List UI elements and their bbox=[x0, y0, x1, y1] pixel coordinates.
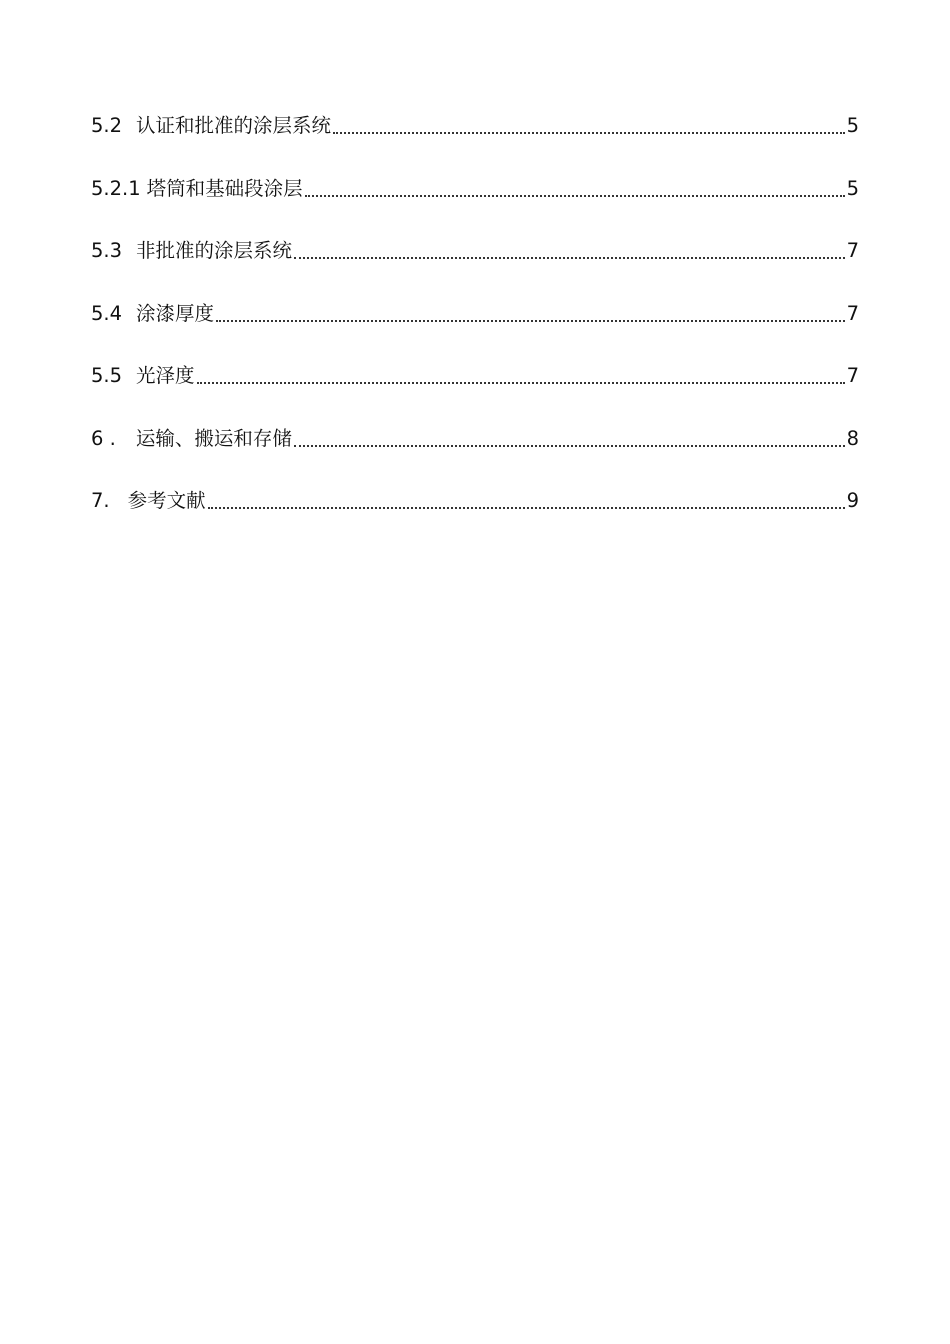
toc-entry-title: 参考文献 bbox=[127, 489, 206, 512]
toc-entry-page: 8 bbox=[846, 426, 859, 450]
toc-entry-title: 运输、搬运和存储 bbox=[135, 426, 292, 450]
toc-entry-title: 涂漆厚度 bbox=[136, 301, 215, 325]
toc-entry-title: 塔筒和基础段涂层 bbox=[146, 176, 303, 200]
toc-entry-title: 认证和批准的涂层系统 bbox=[136, 114, 332, 137]
toc-entry-5-3[interactable] bbox=[91, 235, 859, 266]
toc-entry-number: 5.4 bbox=[91, 301, 123, 325]
toc-dot-leader bbox=[333, 131, 845, 134]
table-of-contents bbox=[91, 110, 859, 548]
toc-entry-5-5[interactable] bbox=[91, 360, 859, 391]
toc-entry-number: 7. bbox=[91, 489, 110, 512]
toc-entry-page: 5 bbox=[846, 176, 859, 200]
toc-entry-page: 7 bbox=[846, 301, 859, 325]
toc-entry-number: 5.3 bbox=[91, 239, 123, 262]
toc-entry-number: 5.5 bbox=[91, 364, 123, 387]
toc-dot-leader bbox=[294, 256, 845, 259]
toc-dot-leader bbox=[208, 506, 845, 509]
toc-entry-7[interactable] bbox=[91, 485, 859, 516]
toc-dot-leader bbox=[294, 444, 845, 447]
toc-entry-5-2[interactable] bbox=[91, 110, 859, 141]
toc-dot-leader bbox=[305, 194, 845, 197]
toc-entry-page: 9 bbox=[846, 489, 859, 512]
toc-entry-title: 非批准的涂层系统 bbox=[136, 239, 293, 262]
toc-dot-leader bbox=[197, 381, 845, 384]
toc-entry-page: 7 bbox=[846, 364, 859, 387]
toc-entry-page: 5 bbox=[846, 114, 859, 137]
toc-entry-title: 光泽度 bbox=[136, 364, 195, 387]
toc-entry-page: 7 bbox=[846, 239, 859, 262]
toc-entry-number: 6 . bbox=[91, 426, 116, 450]
toc-entry-5-2-1[interactable] bbox=[91, 173, 859, 204]
toc-entry-6[interactable] bbox=[91, 423, 859, 454]
toc-entry-5-4[interactable] bbox=[91, 298, 859, 329]
toc-entry-number: 5.2.1 bbox=[91, 176, 141, 200]
toc-dot-leader bbox=[216, 319, 845, 322]
toc-entry-number: 5.2 bbox=[91, 114, 123, 137]
